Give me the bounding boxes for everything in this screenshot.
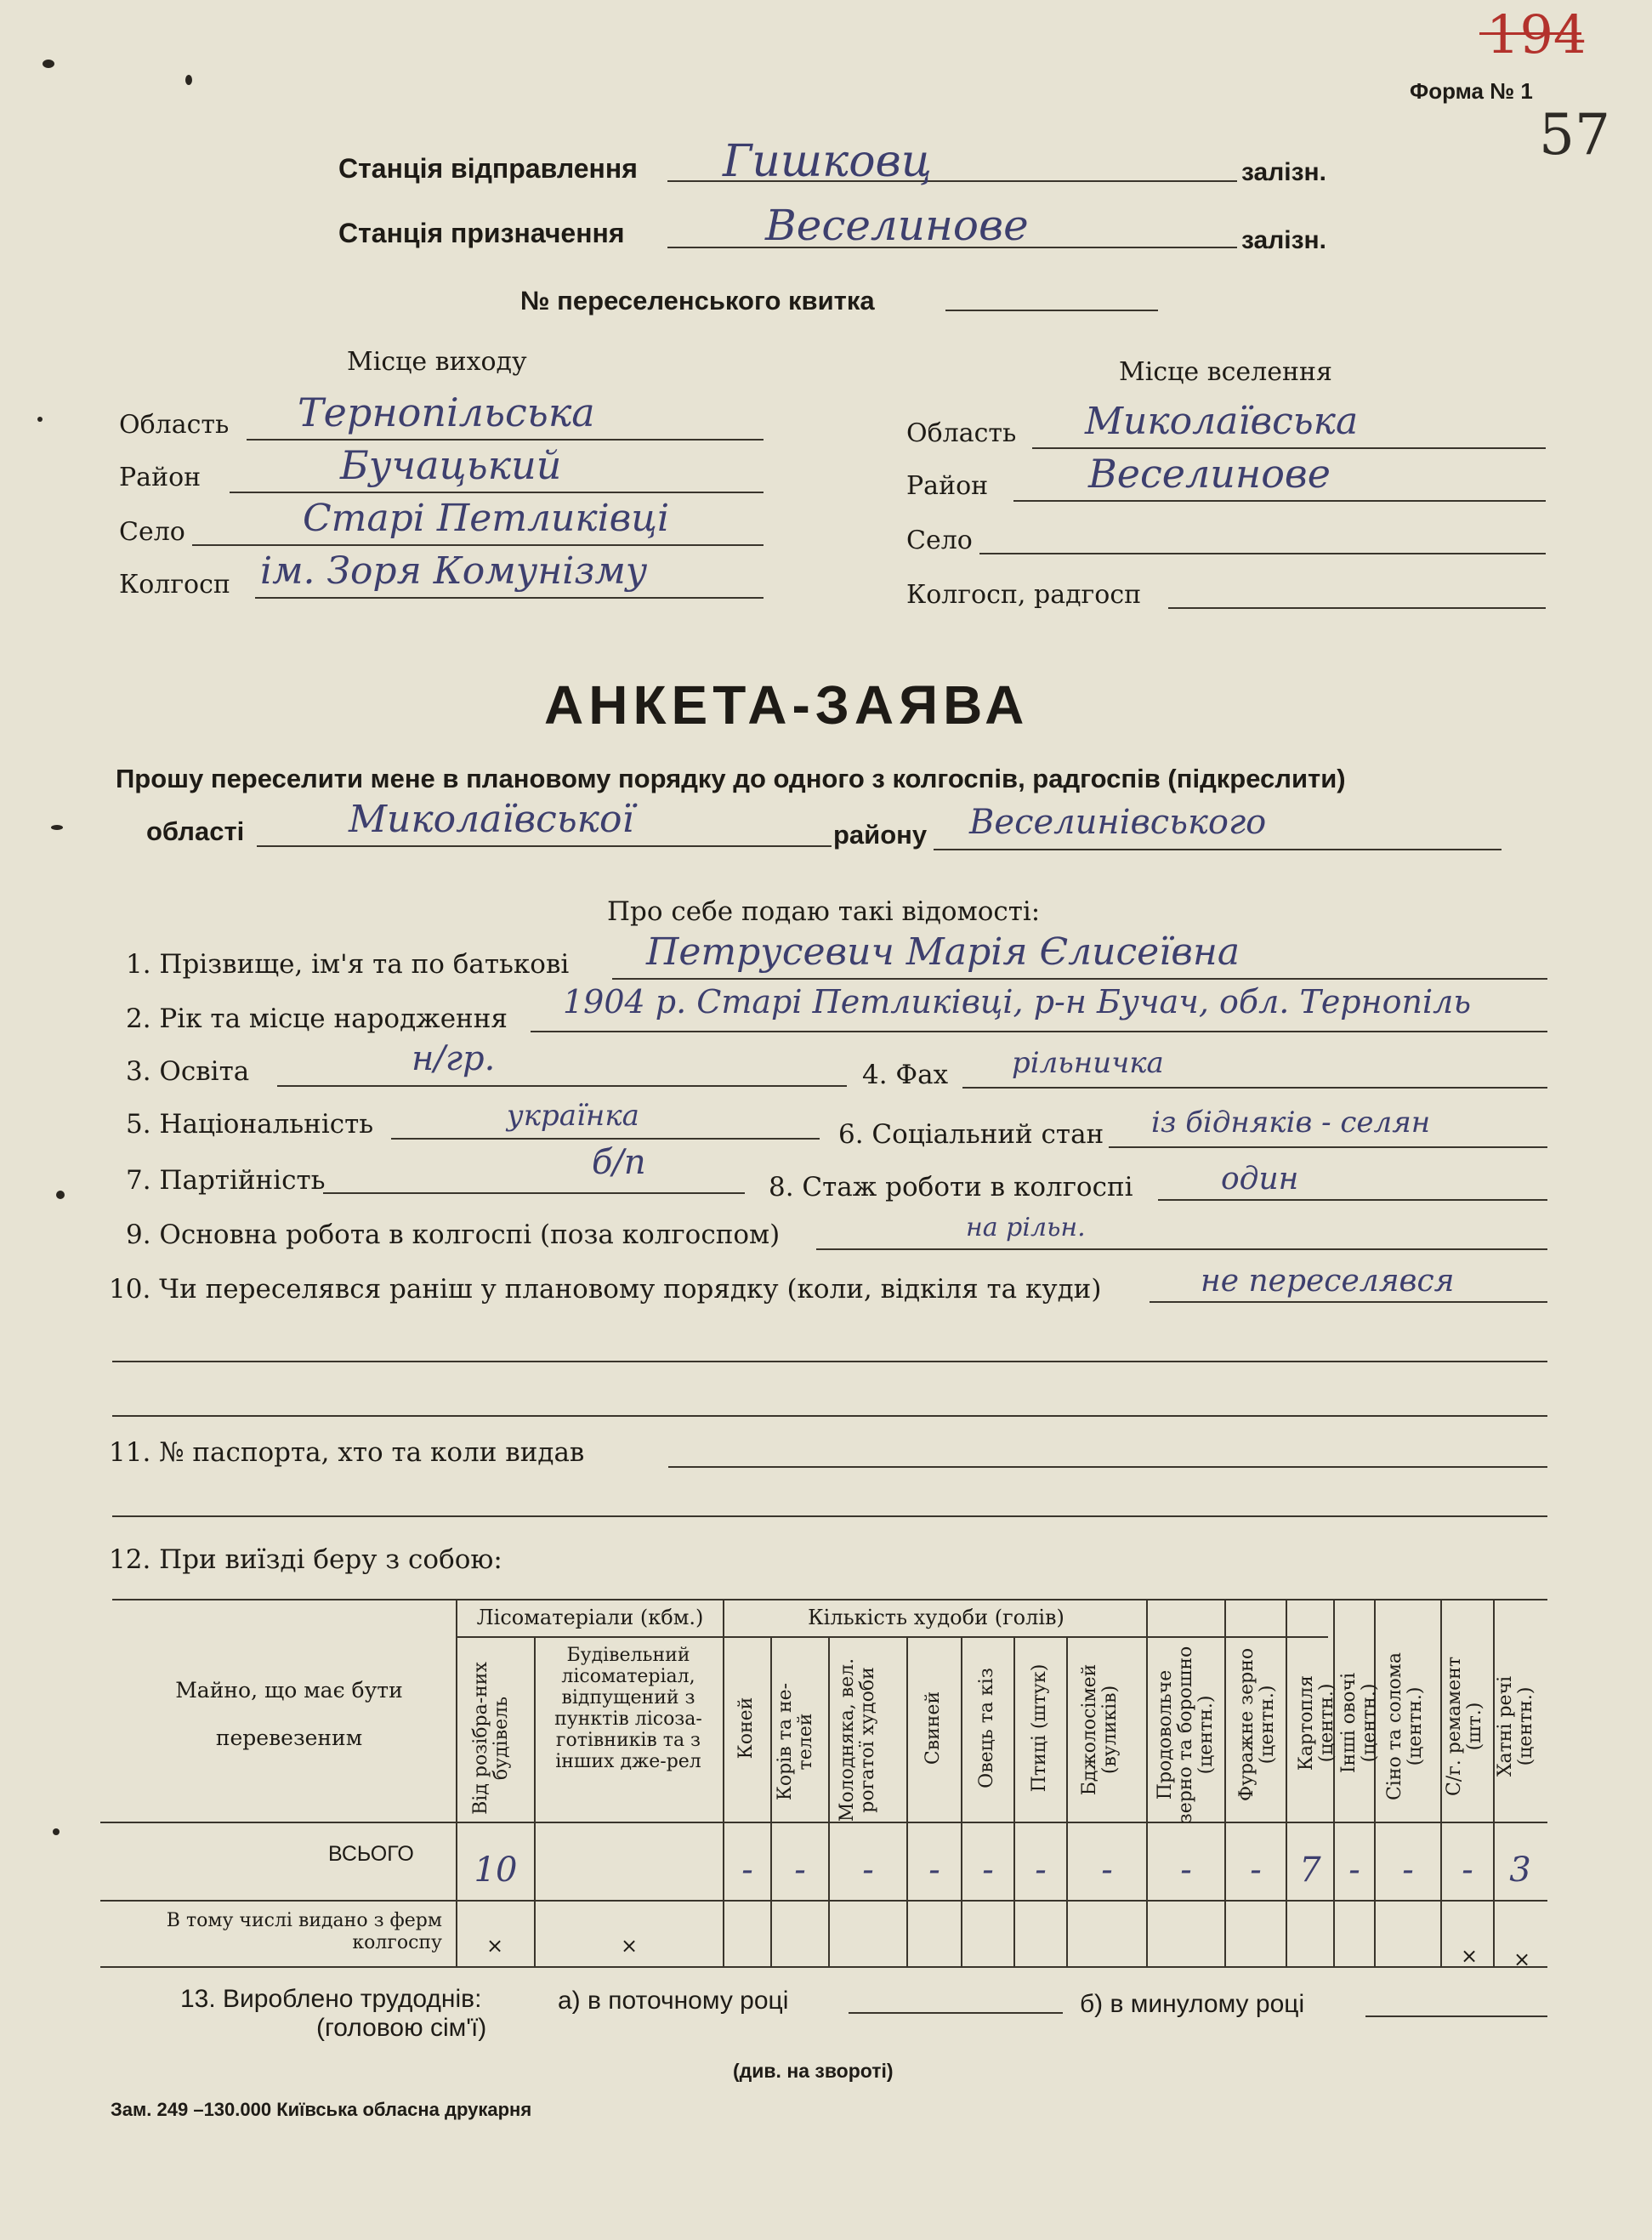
table-col-divider (1224, 1599, 1226, 1966)
table-col-bees: Бджолосімей (вуликів) (1079, 1663, 1121, 1796)
dest-oblast-value: Миколаївська (1085, 400, 1359, 443)
total-grain: - (1180, 1851, 1192, 1890)
footer-imprint: Зам. 249 –130.000 Київська обласна друкарня (111, 2099, 532, 2120)
origin-selo-line (192, 544, 764, 546)
q8-value: один (1221, 1162, 1299, 1197)
total-pigs: - (928, 1851, 940, 1890)
origin-selo-label: Село (119, 517, 185, 547)
dest-raion-line (1013, 500, 1546, 502)
dest-raion-value: Веселинове (1088, 451, 1331, 497)
table-col-household: Хатні речі (центн.) (1495, 1675, 1536, 1777)
q1-value: Петрусевич Марія Єлисеївна (646, 930, 1240, 974)
table-col-divider (1440, 1599, 1442, 1966)
page-title: АНКЕТА-ЗАЯВА (544, 674, 1030, 736)
issued-mark: × (1513, 1947, 1531, 1971)
table-col-farm-inventory: С/г. ремамент (шт.) (1444, 1656, 1485, 1797)
punch-hole (56, 1191, 65, 1199)
table-col-sheep: Овець та кіз (976, 1668, 997, 1788)
q4-line (962, 1087, 1547, 1089)
total-vegetables: - (1348, 1851, 1360, 1890)
total-horses: - (741, 1851, 753, 1890)
q2-value: 1904 р. Старі Петликівці, р-н Бучач, обл. Тернопіль (563, 983, 1472, 1021)
destination-label: Станція призначення (338, 218, 625, 248)
q1-label: 1. Прізвище, ім'я та по батькові (126, 949, 570, 980)
q8-line (1158, 1199, 1547, 1201)
table-col-divider (770, 1636, 772, 1966)
q10-extra-line (112, 1361, 1547, 1362)
table-col-fodder: Фуражне зерно (центн.) (1236, 1647, 1278, 1802)
q7-value: б/п (592, 1143, 646, 1182)
table-col-poultry: Птиці (штук) (1029, 1663, 1050, 1793)
workdays-b-line (1365, 2015, 1547, 2017)
dest-selo-line (979, 553, 1546, 554)
q3-label: 3. Освіта (126, 1056, 250, 1087)
table-group-timber: Лісоматеріали (кбм.) (476, 1606, 704, 1629)
q2-line (531, 1031, 1547, 1032)
origin-oblast-value: Тернопільська (298, 389, 595, 435)
q10-extra-line (112, 1415, 1547, 1417)
workdays-a-label: а) в поточному році (558, 1987, 789, 2015)
workdays-b-label: б) в минулому році (1080, 1990, 1305, 2018)
table-group-underline (456, 1636, 1328, 1638)
punch-hole (185, 75, 192, 85)
punch-hole (51, 825, 63, 830)
destination-railway: залізн. (1241, 226, 1326, 254)
q2-label: 2. Рік та місце народження (126, 1003, 508, 1034)
q4-label: 4. Фах (862, 1060, 949, 1090)
issued-mark: × (621, 1934, 639, 1958)
request-oblast-line (257, 845, 832, 847)
total-potato: 7 (1299, 1851, 1321, 1890)
q6-line (1109, 1146, 1547, 1148)
info-heading: Про себе подаю такі відомості: (607, 896, 1041, 927)
table-col-divider (1146, 1599, 1148, 1966)
total-sheep: - (982, 1851, 994, 1890)
workdays-sub: (головою сім'ї) (316, 2014, 487, 2042)
table-col-horses: Коней (735, 1697, 757, 1760)
request-raion-label: району (833, 820, 928, 850)
q11-label: 11. № паспорта, хто та коли видав (109, 1437, 585, 1468)
see-reverse: (див. на звороті) (733, 2060, 894, 2082)
q5-label: 5. Національність (126, 1109, 374, 1140)
origin-selo-value: Старі Петликівці (303, 497, 670, 540)
origin-oblast-line (247, 439, 764, 441)
request-oblast-value: Миколаївської (349, 798, 634, 841)
issued-mark: × (486, 1934, 504, 1958)
origin-kolhosp-line (255, 597, 764, 599)
dest-heading: Місце вселення (1119, 357, 1332, 387)
origin-oblast-label: Область (119, 410, 230, 440)
table-group-livestock: Кількість худоби (голів) (808, 1606, 1064, 1629)
table-col-pigs: Свиней (923, 1691, 944, 1765)
table-col-young-cattle: Молодняка, вел. рогатої худоби (837, 1657, 878, 1822)
archive-number: 194 (1486, 3, 1587, 65)
table-col-divider (906, 1636, 908, 1966)
table-header-bottom (100, 1822, 1547, 1823)
dest-kolhosp-line (1168, 607, 1546, 609)
total-farm-inventory: - (1462, 1851, 1473, 1890)
q12-label: 12. При виїзді беру з собою: (109, 1544, 502, 1575)
q5-line (391, 1138, 820, 1140)
table-col-divider (1493, 1599, 1495, 1966)
origin-heading: Місце виходу (347, 347, 527, 377)
origin-raion-value: Бучацький (340, 442, 562, 488)
q3-line (277, 1085, 847, 1087)
table-row-divider (100, 1900, 1547, 1902)
table-col-vegetables: Інші овочі (центн.) (1338, 1672, 1380, 1774)
total-poultry: - (1035, 1851, 1047, 1890)
table-col-divider (828, 1636, 830, 1966)
dest-oblast-line (1032, 447, 1546, 449)
table-col-divider (456, 1599, 457, 1966)
table-col-main: Майно, що має бути перевезеним (175, 1678, 403, 1750)
q10-line (1150, 1301, 1547, 1303)
archive-number-2: 57 (1539, 102, 1610, 168)
origin-kolhosp-value: ім. Зоря Комунізму (260, 549, 648, 593)
q9-label: 9. Основна робота в колгоспі (поза колгоспом) (126, 1219, 781, 1250)
table-col-hay: Сіно та солома (центн.) (1384, 1652, 1426, 1801)
q1-line (612, 978, 1547, 980)
total-disassembled: 10 (474, 1851, 518, 1890)
total-cows: - (794, 1851, 806, 1890)
q11-extra-line (112, 1515, 1547, 1517)
request-raion-value: Веселинівського (969, 803, 1267, 842)
table-col-grain: Продовольче зерно та борошно (центн.) (1155, 1646, 1217, 1824)
workdays-label: 13. Вироблено трудоднів: (180, 1985, 482, 2013)
request-line: Прошу переселити мене в плановому порядку до одного з колгоспів, радгоспів (підкреслити) (116, 764, 1346, 793)
table-col-divider (1066, 1636, 1068, 1966)
table-col-divider (1013, 1636, 1015, 1966)
departure-railway: залізн. (1241, 158, 1326, 186)
dest-oblast-label: Область (906, 418, 1017, 448)
table-col-divider (961, 1636, 962, 1966)
table-col-building-timber: Будівельний лісоматеріал, відпущений з пунктів лісоза-готівників та з інших дже-рел (554, 1645, 702, 1772)
ticket-label: № переселенського квитка (520, 286, 875, 316)
dest-kolhosp-label: Колгосп, радгосп (906, 580, 1142, 610)
table-col-potato: Картопля (центн.) (1296, 1674, 1337, 1771)
total-hay: - (1402, 1851, 1414, 1890)
table-col-divider (1286, 1599, 1287, 1966)
punch-hole (37, 417, 43, 422)
q7-line (323, 1192, 745, 1194)
table-col-disassembled: Від розібра-них будівель (470, 1662, 512, 1815)
dest-selo-label: Село (906, 526, 973, 555)
issued-mark: × (1461, 1944, 1479, 1968)
workdays-a-line (849, 2012, 1063, 2014)
request-oblast-label: області (146, 816, 245, 846)
table-col-divider (723, 1599, 724, 1966)
q11-line (668, 1466, 1547, 1468)
destination-value: Веселинове (765, 201, 1029, 250)
q3-value: н/гр. (412, 1039, 496, 1078)
total-fodder: - (1250, 1851, 1262, 1890)
q9-value: на рільн. (966, 1213, 1086, 1242)
q10-label: 10. Чи переселявся раніш у плановому порядку (коли, відкіля та куди) (109, 1274, 1102, 1305)
origin-raion-line (230, 492, 764, 493)
origin-raion-label: Район (119, 463, 202, 492)
q7-label: 7. Партійність (126, 1165, 326, 1196)
table-row-issued: В тому числі видано з ферм колгоспу (166, 1910, 442, 1953)
table-col-divider (534, 1636, 536, 1966)
table-col-cows: Корів та не-телей (775, 1682, 816, 1801)
total-household: 3 (1509, 1851, 1531, 1890)
q4-value: рільничка (1012, 1046, 1164, 1080)
q6-label: 6. Соціальний стан (838, 1119, 1104, 1150)
punch-hole (53, 1828, 60, 1835)
q5-value: українка (507, 1099, 639, 1133)
origin-kolhosp-label: Колгосп (119, 570, 230, 600)
departure-value: Гишковц (723, 136, 933, 187)
q9-line (816, 1248, 1547, 1250)
ticket-line (945, 310, 1158, 311)
form-label: Форма № 1 (1410, 78, 1533, 104)
punch-hole (43, 60, 54, 68)
total-young-cattle: - (862, 1851, 874, 1890)
total-bees: - (1101, 1851, 1113, 1890)
table-top-border (112, 1599, 1547, 1600)
q6-value: із бідняків - селян (1151, 1106, 1431, 1140)
q10-value: не переселявся (1201, 1264, 1455, 1299)
table-bottom-border (100, 1966, 1547, 1968)
request-raion-line (934, 849, 1502, 850)
q8-label: 8. Стаж роботи в колгоспі (769, 1172, 1133, 1202)
archive-strike (1479, 32, 1581, 35)
table-row-total: ВСЬОГО (328, 1842, 414, 1866)
departure-label: Станція відправлення (338, 153, 638, 184)
dest-raion-label: Район (906, 471, 989, 501)
